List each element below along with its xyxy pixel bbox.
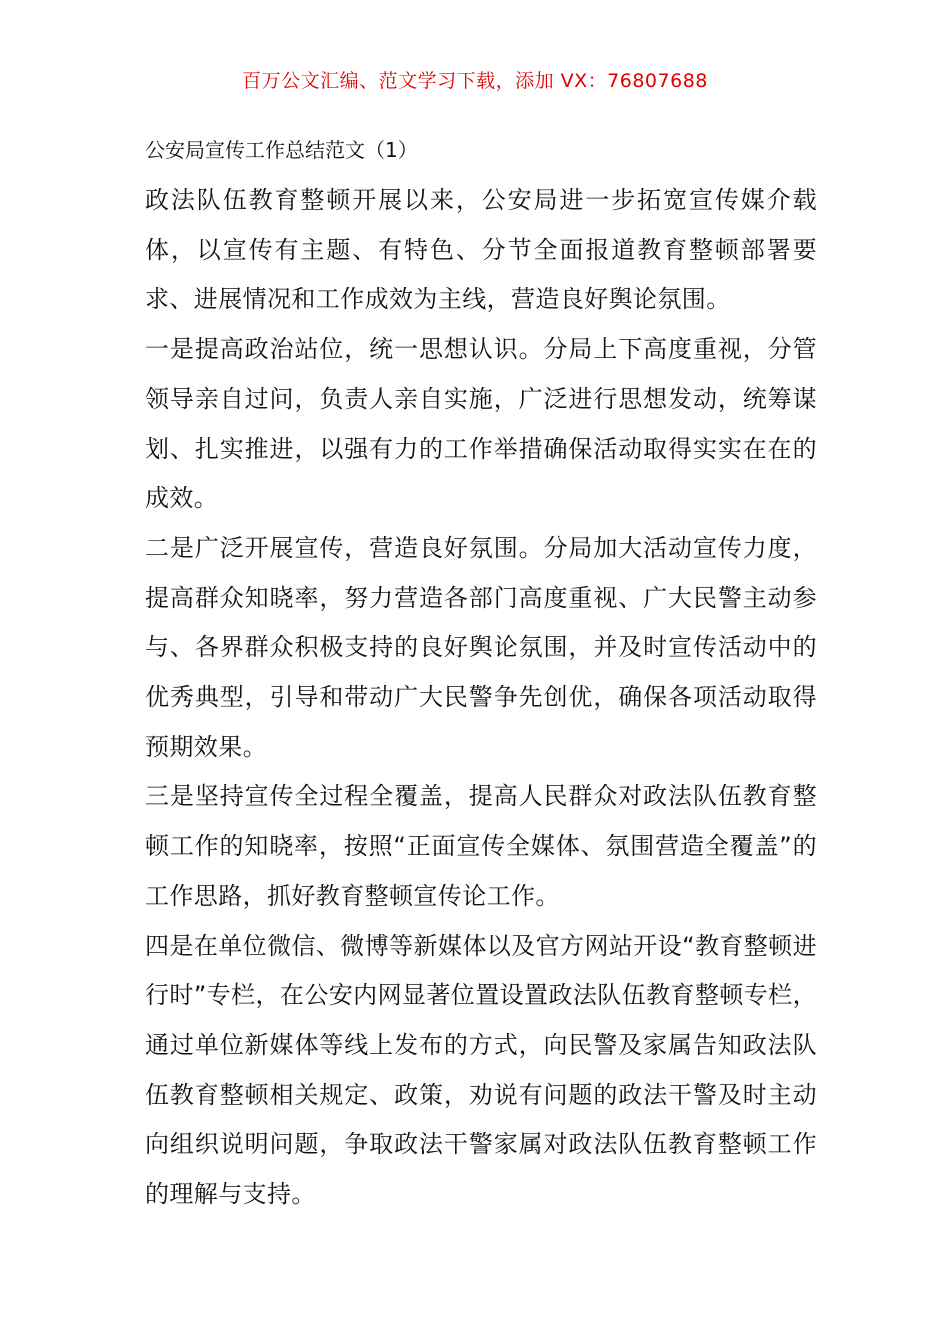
- document-title: 公安局宣传工作总结范文（1）: [145, 138, 418, 162]
- header-watermark-note: 百万公文汇编、范文学习下载，添加 VX：76807688: [242, 70, 708, 92]
- paragraph-intro: 政法队伍教育整顿开展以来，公安局进一步拓宽宣传媒介载体，以宣传有主题、有特色、分节全面报道教育整顿部署要求、进展情况和工作成效为主线，营造良好舆论氛围。: [145, 186, 817, 314]
- document-body: [145, 176, 817, 1220]
- paragraph-point-3: 三是坚持宣传全过程全覆盖，提高人民群众对政法队伍教育整顿工作的知晓率，按照“正面宣传全媒体、氛围营造全覆盖”的工作思路，抓好教育整顿宣传论工作。: [145, 782, 817, 910]
- paragraph-point-4: 四是在单位微信、微博等新媒体以及官方网站开设“教育整顿进行时”专栏，在公安内网显著位置设置政法队伍教育整顿专栏，通过单位新媒体等线上发布的方式，向民警及家属告知政法队伍教育整顿相关规定、政策，劝说有问题的政法干警及时主动向组织说明问题，争取政法干警家属对政法队伍教育整顿工作的理解与支持。: [145, 931, 817, 1209]
- paragraph-point-1: 一是提高政治站位，统一思想认识。分局上下高度重视，分管领导亲自过问，负责人亲自实施，广泛进行思想发动，统筹谋划、扎实推进，以强有力的工作举措确保活动取得实实在在的成效。: [145, 335, 817, 513]
- paragraph-point-2: 二是广泛开展宣传，营造良好氛围。分局加大活动宣传力度，提高群众知晓率，努力营造各部门高度重视、广大民警主动参与、各界群众积极支持的良好舆论氛围，并及时宣传活动中的优秀典型，引导和带动广大民警争先创优，确保各项活动取得预期效果。: [145, 533, 817, 761]
